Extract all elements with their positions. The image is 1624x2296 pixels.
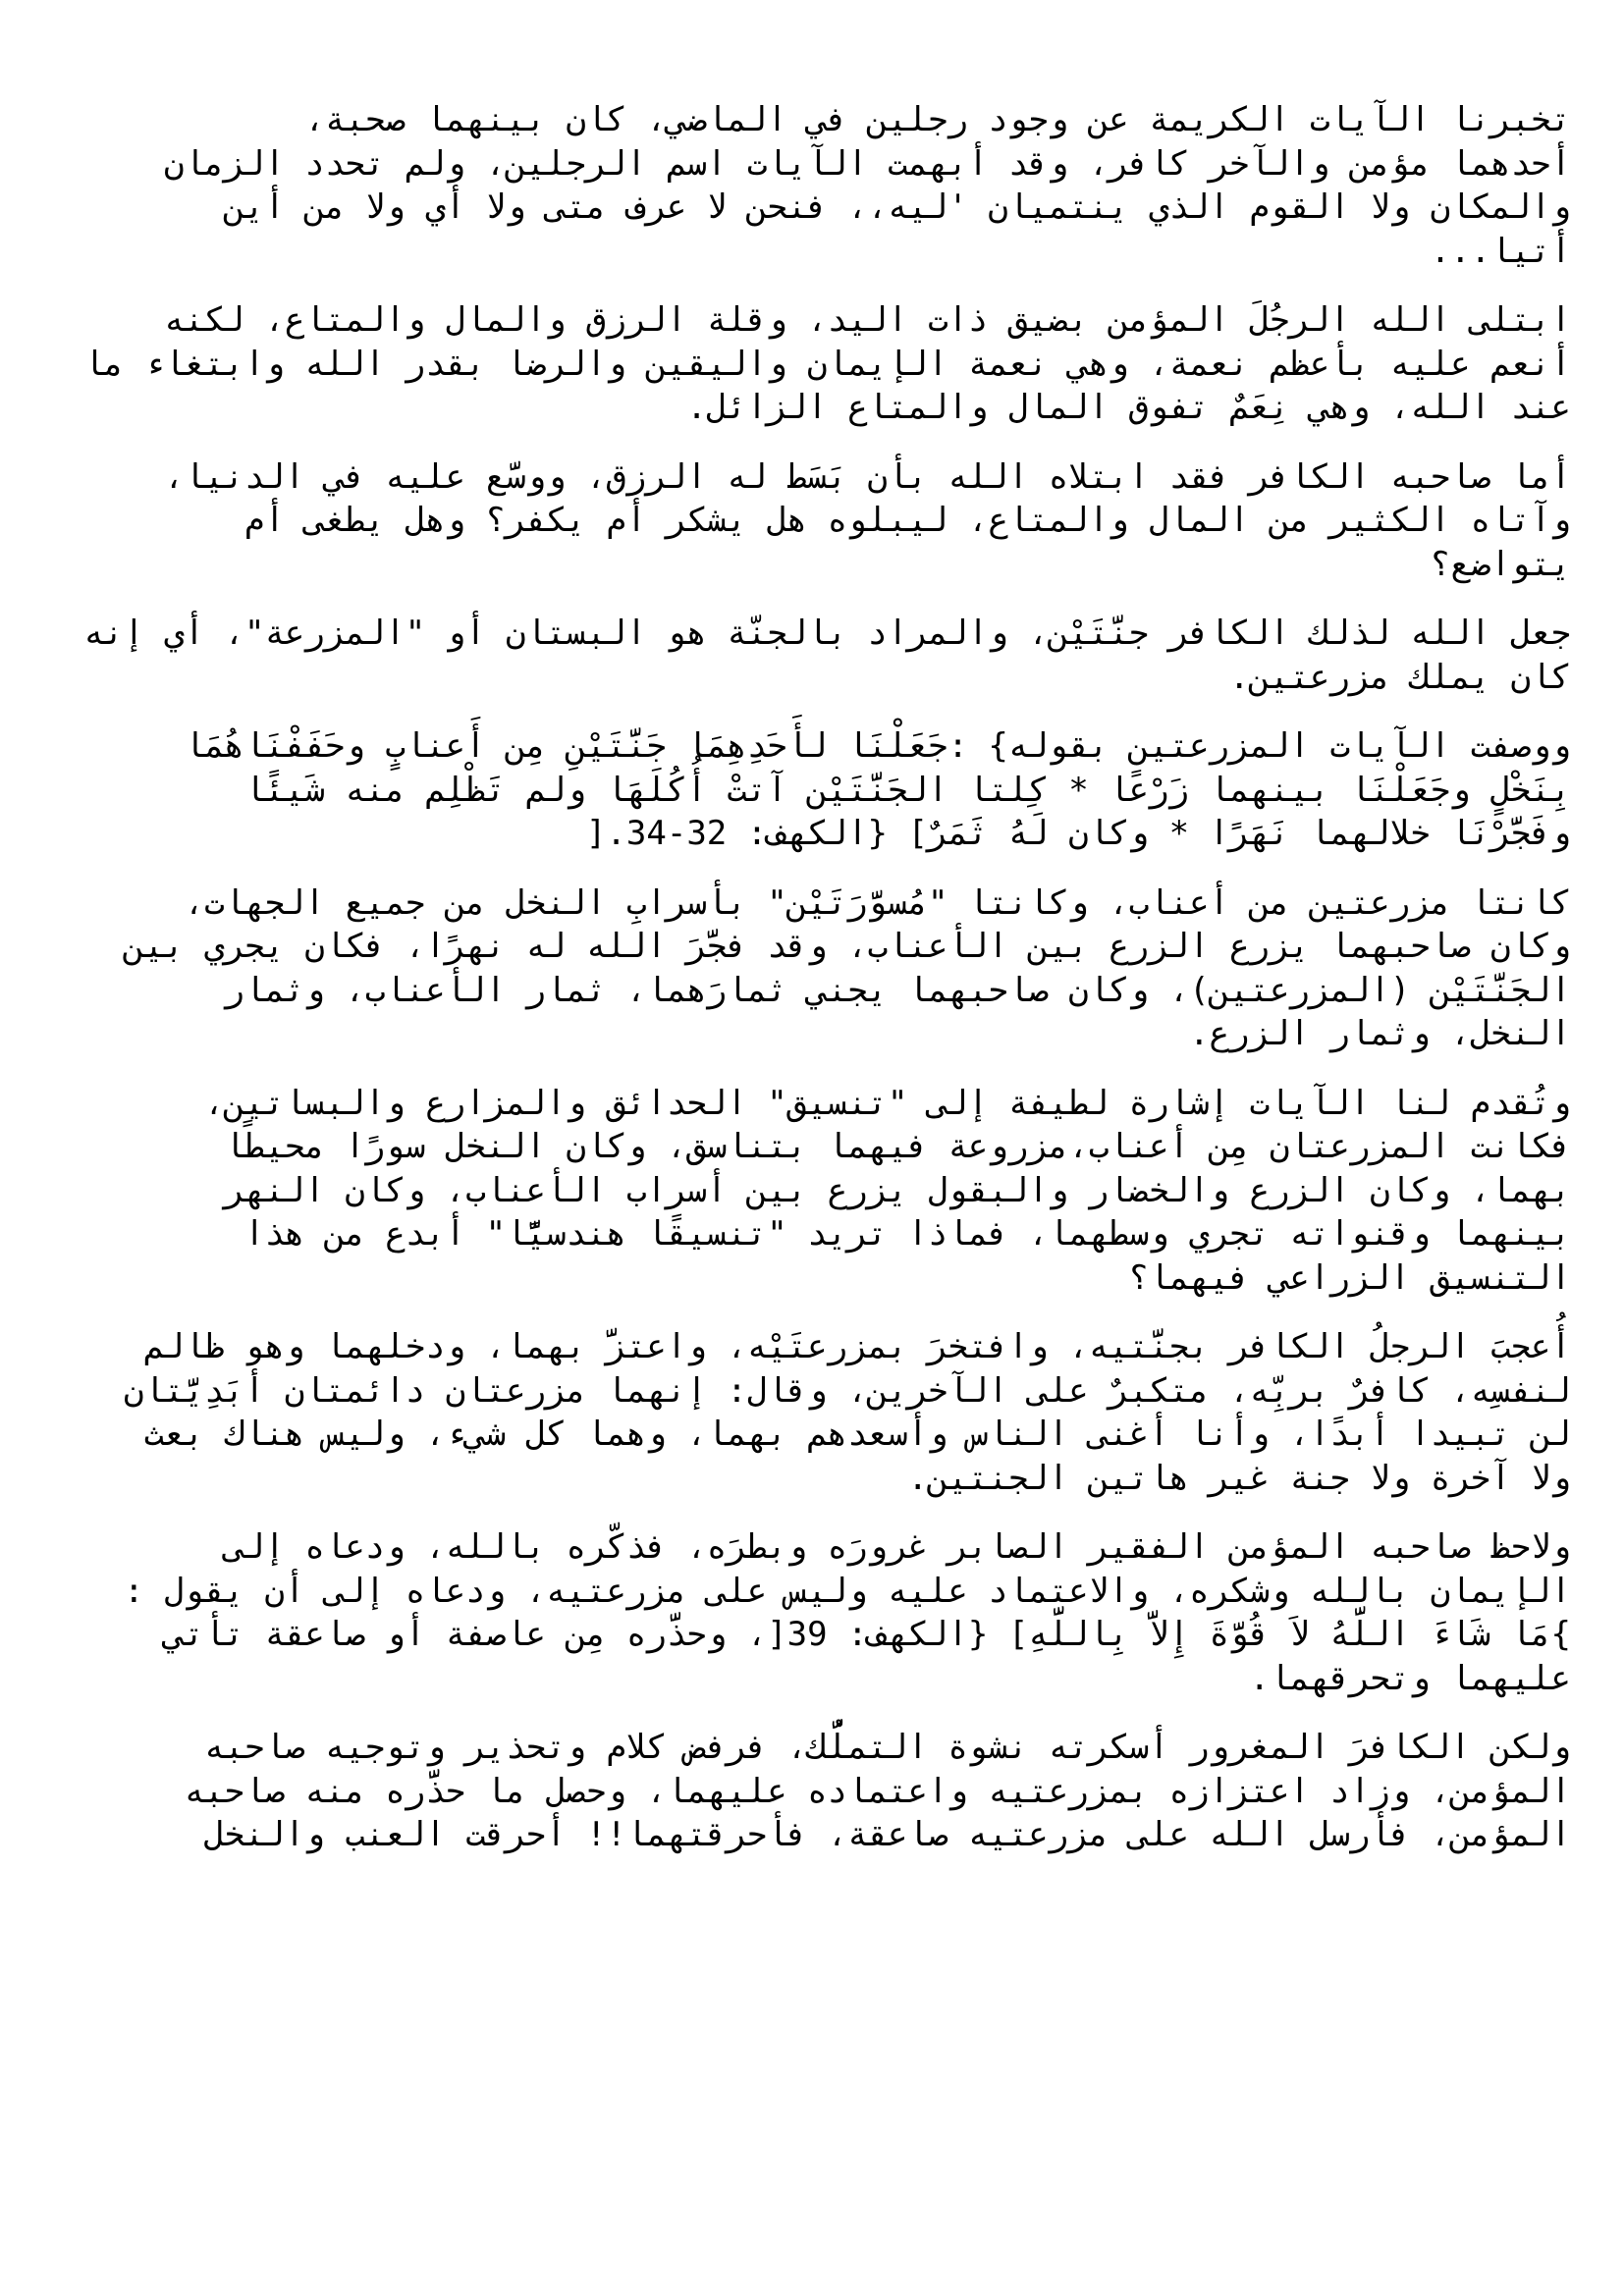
paragraph	[54, 298, 1624, 430]
text-line: المؤمن، وزاد اعتزازه بمزرعتيه واعتماده عليهما، وحصل ما حذَّره منه صاحبه	[184, 1771, 1571, 1811]
text-line: ووصفت الآيات المزرعتين بقوله} :جَعَلْنَا لأَحَدِهِمَا جَنَّتَيْنِ مِن أَعنابٍ وحَفَفْنَاهُمَا	[184, 726, 1571, 766]
text-line: جعل الله لذلك الكافر جنَّتَيْن، والمراد بالجنّة هو البستان أو "المزرعة"، أي إنه	[83, 614, 1571, 653]
paragraph	[54, 1525, 1624, 1700]
text-line: وكان صاحبهما يزرع الزرع بين الأعناب، وقد فجَّرَ الله له نهرًا، فكان يجري بين	[124, 927, 1571, 966]
paragraph	[54, 724, 1624, 856]
document-body	[54, 98, 1624, 1883]
text-line: التنسيق الزراعي فيهما؟	[1128, 1257, 1571, 1298]
text-line: عند الله، وهي نِعَمٌ تفوق المال والمتاع الزائل.	[686, 388, 1571, 427]
text-line: الجَنَّتَيْن (المزرعتين)، وكان صاحبهما يجني ثمارَهما، ثمار الأعناب، وثمار	[224, 970, 1571, 1010]
text-line: أُعجبَ الرجلُ الكافر بجنَّتيه، وافتخرَ بمزرعتَيْه، واعتزَّ بهما، ودخلهما وهو ظالم	[143, 1327, 1571, 1366]
text-line: كانتا مزرعتين من أعناب، وكانتا "مُسوَّرَتَيْن" بأسرابِ النخل من جميع الجهات،	[184, 882, 1571, 923]
text-line: النخل، وثمار الزرع.	[1189, 1014, 1571, 1053]
text-line: بهما، وكان الزرع والخضار والبقول يزرع بين أسراب الأعناب، وكان النهر	[224, 1170, 1571, 1210]
text-line: ولا آخرة ولا جنة غير هاتين الجنتين.	[907, 1458, 1571, 1498]
text-line: عليهما وتحرقهما.	[1249, 1658, 1571, 1698]
text-line: }مَا شَاءَ اللَّهُ لاَ قُوَّةَ إِلاَّ بِاللَّهِ] {الكهف: 39[، وحذَّره مِن عاصفة أو صاعقة تأتي	[164, 1615, 1571, 1654]
text-line: كان يملك مزرعتين.	[1229, 657, 1571, 697]
paragraph	[54, 881, 1624, 1056]
text-line: فكانت المزرعتان مِن أعناب،مزروعة فيهما بتناسق، وكان النخل سورًا محيطًا	[224, 1127, 1571, 1166]
text-line: وآتاه الكثير من المال والمتاع، ليبلوه هل يشكر أم يكفر؟ وهل يطغى أم	[244, 501, 1571, 540]
text-line: لنفسِه، كافرٌ بربِّه، متكبرٌ على الآخرين، وقال: إنهما مزرعتان دائمتان أبَدِيَّتان	[124, 1370, 1571, 1411]
paragraph	[54, 455, 1624, 587]
paragraph	[54, 98, 1624, 273]
text-line: أما صاحبه الكافر فقد ابتلاه الله بأن بَسَط له الرزق، ووسَّع عليه في الدنيا،	[164, 456, 1571, 497]
text-line: وفَجَّرْنَا خلالهما نَهَرًا * وكان لَهُ ثَمَرٌ] {الكهف: 32-34.[	[585, 814, 1571, 853]
paragraph	[54, 1726, 1624, 1857]
paragraph	[54, 1325, 1624, 1500]
paragraph	[54, 612, 1624, 699]
text-line: بينهما وقنواته تجري وسطهما، فماذا تريد "تنسيقًا هندسيًّا" أبدع من هذا	[244, 1214, 1571, 1254]
text-line: أحدهما مؤمن والآخر كافر، وقد أبهمت الآيات اسم الرجلين، ولم تحدد الزمان	[164, 143, 1571, 184]
text-line: والمكان ولا القوم الذي ينتميان 'ليه،، فنحن لا عرف متى ولا أي ولا من أين	[224, 187, 1571, 227]
text-line: بِنَخْلٍ وجَعَلْنَا بينهما زَرْعًا * كِلتا الجَنَّتَيْن آتتْ أُكُلَهَا ولم تَظْلِم منه شَيئًا	[244, 770, 1571, 810]
text-line: أنعم عليه بأعظم نعمة، وهي نعمة الإيمان واليقين والرضا بقدر الله وابتغاء ما	[83, 344, 1571, 384]
text-line: تخبرنا الآيات الكريمة عن وجود رجلين في الماضي، كان بينهما صحبة،	[304, 100, 1571, 139]
text-line: أتيا...	[1430, 231, 1571, 271]
text-line: لن تبيدا أبدًا، وأنا أغنى الناس وأسعدهم بهما، وهما كل شيء، وليس هناك بعث	[143, 1415, 1571, 1454]
text-line: وتُقدم لنا الآيات إشارة لطيفة إلى "تنسيق" الحدائق والمزارع والبساتين،	[204, 1083, 1571, 1123]
text-line: يتواضع؟	[1430, 544, 1571, 584]
text-line: ابتلى الله الرجُلَ المؤمن بضيق ذات اليد، وقلة الرزق والمال والمتاع، لكنه	[164, 300, 1571, 340]
text-line: ولاحظ صاحبه المؤمن الفقير الصابر غرورَه وبطرَه، فذكّره بالله، ودعاه إلى	[224, 1527, 1571, 1567]
paragraph	[54, 1082, 1624, 1301]
text-line: ولكن الكافرَ المغرور أسكرته نشوة التملُّك، فرفض كلام وتحذير وتوجيه صاحبه	[204, 1728, 1571, 1767]
text-line: الإيمان بالله وشكره، والاعتماد عليه وليس على مزرعتيه، ودعاه إلى أن يقول :	[124, 1571, 1571, 1611]
text-line: المؤمن، فأرسل الله على مزرعتيه صاعقة، فأحرقتهما!! أحرقت العنب والنخل	[204, 1815, 1571, 1854]
